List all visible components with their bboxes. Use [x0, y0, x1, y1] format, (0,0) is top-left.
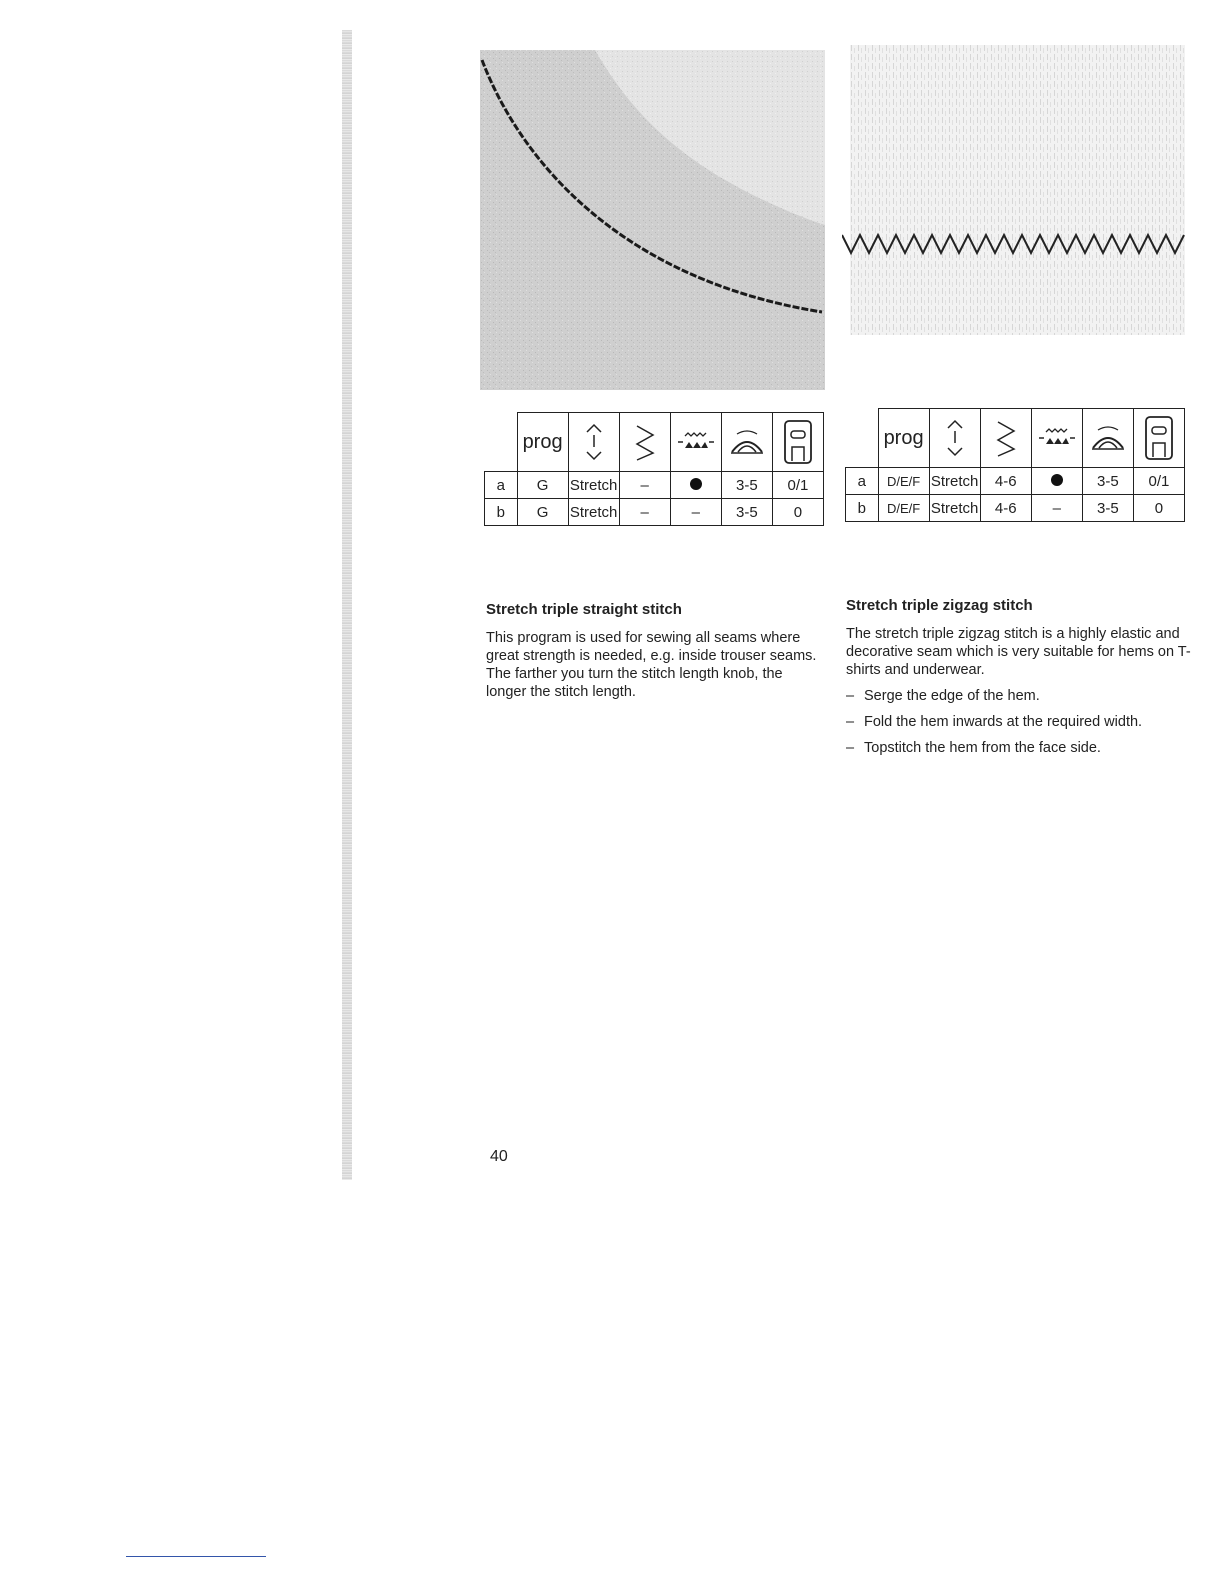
page-binding-edge	[342, 30, 352, 1180]
table-row: a D/E/F Stretch 4-6 3-5 0/1	[846, 468, 1185, 495]
left-settings-table	[484, 412, 824, 526]
table-row: b G Stretch – – 3-5 0	[485, 499, 824, 526]
list-item: – Fold the hem inwards at the required width.	[846, 713, 1191, 731]
straight-stitch-photo	[480, 50, 825, 390]
stitch-length-icon	[568, 413, 619, 472]
section-title: Stretch triple straight stitch	[486, 601, 682, 618]
steps-list	[846, 687, 1191, 757]
stitch-length-icon	[929, 409, 980, 468]
presser-foot-icon	[1133, 409, 1184, 468]
prog-header: prog	[517, 413, 568, 472]
section-body: The stretch triple zigzag stitch is a highly elastic and decorative seam which is very suitable for hems on T-shirts and underwear.	[846, 626, 1191, 678]
scan-mark	[126, 1556, 266, 1557]
section-body: This program is used for sewing all seams where great strength is needed, e.g. inside trouser seams. The farther you turn the stitch length knob, the longer the stitch length.	[486, 630, 817, 700]
stitch-width-icon	[619, 413, 670, 472]
table-row: b D/E/F Stretch 4-6 – 3-5 0	[846, 495, 1185, 522]
thread-tension-icon	[721, 413, 772, 472]
presser-foot-icon	[772, 413, 823, 472]
straight-stitch-section	[486, 601, 826, 709]
thread-tension-icon	[1082, 409, 1133, 468]
list-item: – Serge the edge of the hem.	[846, 687, 1191, 705]
section-title: Stretch triple zigzag stitch	[846, 597, 1033, 614]
prog-header: prog	[878, 409, 929, 468]
feed-dog-dot	[670, 472, 721, 499]
feed-dog-icon	[670, 413, 721, 472]
feed-dog-dot	[1031, 468, 1082, 495]
list-item: – Topstitch the hem from the face side.	[846, 739, 1191, 757]
feed-dog-icon	[1031, 409, 1082, 468]
right-settings-table	[845, 408, 1185, 522]
zigzag-stitch-photo	[842, 45, 1187, 335]
table-row: a G Stretch – 3-5 0/1	[485, 472, 824, 499]
zigzag-stitch-section	[846, 597, 1191, 765]
stitch-width-icon	[980, 409, 1031, 468]
page-number: 40	[490, 1148, 508, 1165]
